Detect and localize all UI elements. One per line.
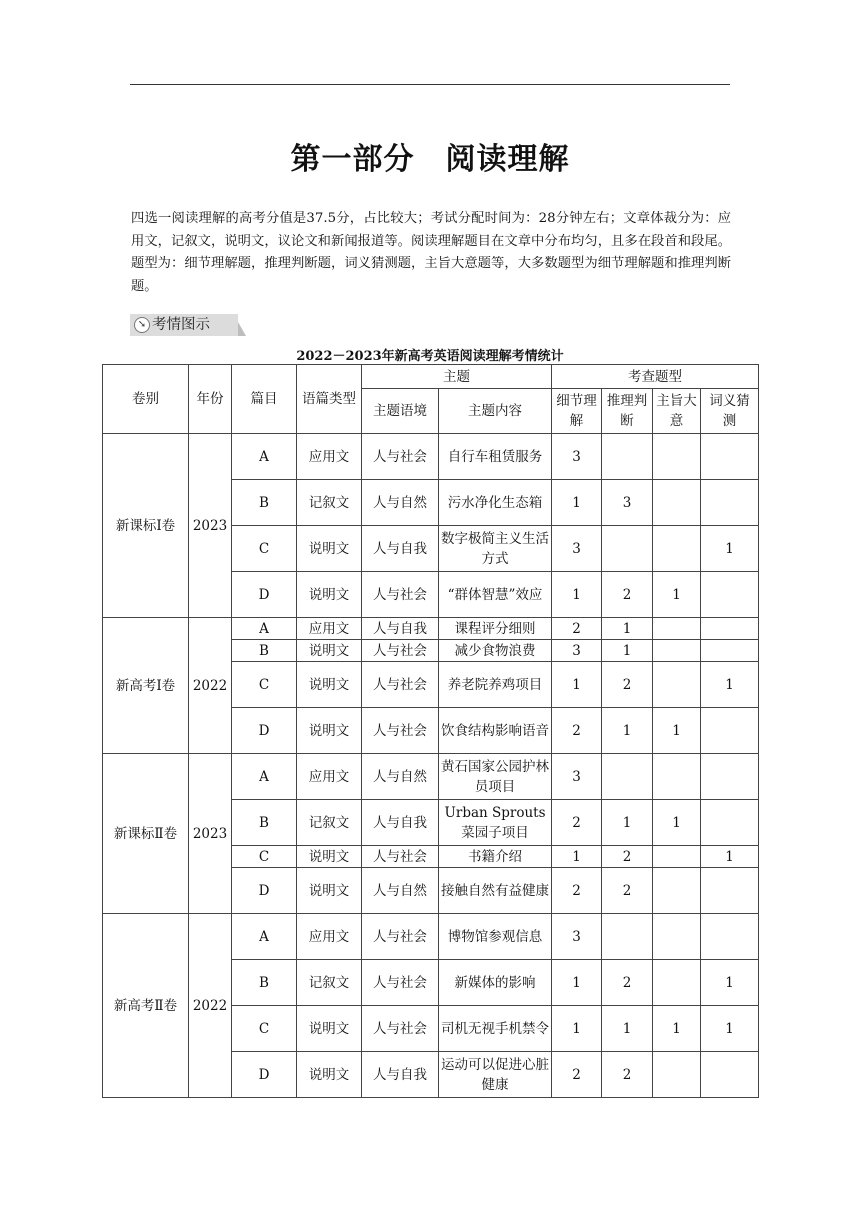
cell-content: 自行车租赁服务 [439,434,552,480]
cell-ciyi [701,572,759,618]
cell-ciyi: 1 [701,960,759,1006]
cell-content: 书籍介绍 [439,846,552,868]
page-title: 第一部分 阅读理解 [290,142,570,177]
cell-context: 人与自我 [362,1052,439,1098]
group-year: 2022 [189,618,232,754]
cell-zhuzhi [653,754,701,800]
cell-tuili: 1 [602,708,653,754]
table-caption: 2022－2023年新高考英语阅读理解考情统计 [296,349,564,364]
cell-type: 说明文 [297,868,362,914]
cell-id: A [232,754,297,800]
cell-ciyi [701,868,759,914]
cell-type: 应用文 [297,754,362,800]
cell-zhuzhi: 1 [653,800,701,846]
group-year: 2023 [189,434,232,618]
cell-zhuzhi: 1 [653,708,701,754]
cell-xijie: 3 [552,526,602,572]
cell-content: 减少食物浪费 [439,640,552,662]
header-xijie: 细节理解 [552,389,602,434]
cell-id: D [232,1052,297,1098]
cell-xijie: 2 [552,708,602,754]
cell-tuili: 2 [602,1052,653,1098]
group-year: 2022 [189,914,232,1098]
cell-content: 数字极简主义生活方式 [439,526,552,572]
cell-content: 养老院养鸡项目 [439,662,552,708]
cell-content: 博物馆参观信息 [439,914,552,960]
cell-zhuzhi [653,526,701,572]
cell-zhuzhi [653,960,701,1006]
cell-ciyi: 1 [701,1006,759,1052]
cell-id: B [232,800,297,846]
cell-xijie: 1 [552,1006,602,1052]
cell-context: 人与社会 [362,960,439,1006]
cell-ciyi [701,914,759,960]
cell-context: 人与社会 [362,1006,439,1052]
table-row [103,434,759,480]
cell-id: C [232,846,297,868]
header-zhuti-neirong: 主题内容 [439,389,552,434]
cell-content: 新媒体的影响 [439,960,552,1006]
cell-xijie: 2 [552,800,602,846]
cell-ciyi [701,640,759,662]
cell-xijie: 1 [552,960,602,1006]
cell-ciyi [701,480,759,526]
header-zhuti-yujing: 主题语境 [362,389,439,434]
header-pianmu: 篇目 [232,365,297,434]
cell-type: 应用文 [297,434,362,480]
cell-type: 应用文 [297,914,362,960]
cell-xijie: 2 [552,618,602,640]
cell-content: 污水净化生态箱 [439,480,552,526]
group-name: 新高考Ⅰ卷 [103,618,189,754]
section-badge [130,314,238,336]
cell-context: 人与社会 [362,640,439,662]
cell-type: 说明文 [297,572,362,618]
cell-tuili: 1 [602,1006,653,1052]
cell-xijie: 1 [552,846,602,868]
cell-id: D [232,708,297,754]
cell-xijie: 3 [552,754,602,800]
header-zhuzhi: 主旨大意 [653,389,701,434]
cell-tuili: 3 [602,480,653,526]
cell-zhuzhi [653,662,701,708]
header-leixing: 语篇类型 [297,365,362,434]
cell-id: D [232,868,297,914]
exam-stats-table [102,364,759,1098]
cell-ciyi: 1 [701,846,759,868]
cell-type: 应用文 [297,618,362,640]
header-tuili: 推理判断 [602,389,653,434]
cell-ciyi [701,754,759,800]
cell-zhuzhi: 1 [653,572,701,618]
header-rule [130,84,730,85]
cell-zhuzhi [653,846,701,868]
badge-label: 考情图示 [152,317,210,333]
cell-zhuzhi: 1 [653,1006,701,1052]
cell-content: 司机无视手机禁令 [439,1006,552,1052]
group-year: 2023 [189,754,232,914]
cell-ciyi [701,1052,759,1098]
cell-id: B [232,960,297,1006]
badge-tail [238,322,246,336]
cell-id: A [232,914,297,960]
cell-context: 人与自然 [362,480,439,526]
cell-type: 记叙文 [297,800,362,846]
cell-tuili: 1 [602,640,653,662]
header-juanbie: 卷别 [103,365,189,434]
cell-ciyi [701,708,759,754]
table-row [103,914,759,960]
cell-zhuzhi [653,914,701,960]
cell-id: D [232,572,297,618]
cell-xijie: 2 [552,868,602,914]
header-ciyi: 词义猜测 [701,389,759,434]
cell-type: 说明文 [297,708,362,754]
cell-xijie: 2 [552,1052,602,1098]
cell-tuili: 2 [602,868,653,914]
cell-id: C [232,1006,297,1052]
cell-content: 运动可以促进心脏健康 [439,1052,552,1098]
cell-context: 人与社会 [362,434,439,480]
cell-type: 说明文 [297,1052,362,1098]
cell-xijie: 1 [552,662,602,708]
cell-zhuzhi [653,1052,701,1098]
cell-zhuzhi [653,480,701,526]
cell-xijie: 3 [552,640,602,662]
cell-xijie: 1 [552,480,602,526]
cell-type: 记叙文 [297,480,362,526]
cell-xijie: 3 [552,434,602,480]
cell-tuili: 1 [602,800,653,846]
table-row [103,618,759,640]
cell-context: 人与社会 [362,708,439,754]
cell-tuili: 2 [602,572,653,618]
cell-ciyi [701,800,759,846]
cell-ciyi: 1 [701,526,759,572]
group-name: 新课标Ⅱ卷 [103,754,189,914]
cell-type: 说明文 [297,640,362,662]
cell-id: A [232,618,297,640]
cell-xijie: 3 [552,914,602,960]
cell-zhuzhi [653,618,701,640]
cell-type: 说明文 [297,662,362,708]
cell-type: 记叙文 [297,960,362,1006]
cell-tuili [602,434,653,480]
cell-tuili [602,754,653,800]
cell-ciyi: 1 [701,662,759,708]
cell-ciyi [701,434,759,480]
cell-context: 人与社会 [362,662,439,708]
cell-content: 接触自然有益健康 [439,868,552,914]
cell-ciyi [701,618,759,640]
cell-context: 人与自然 [362,754,439,800]
header-nianfen: 年份 [189,365,232,434]
header-tixing: 考查题型 [552,365,759,389]
cell-zhuzhi [653,868,701,914]
cell-type: 说明文 [297,1006,362,1052]
arrow-circle-icon: ➘ [134,317,150,333]
cell-content: Urban Sprouts菜园子项目 [439,800,552,846]
header-zhuti: 主题 [362,365,552,389]
cell-id: B [232,480,297,526]
cell-tuili [602,526,653,572]
cell-content: 课程评分细则 [439,618,552,640]
cell-context: 人与社会 [362,572,439,618]
table-row [103,754,759,800]
cell-tuili: 2 [602,846,653,868]
cell-zhuzhi [653,640,701,662]
intro-paragraph: 四选一阅读理解的高考分值是37.5分，占比较大；考试分配时间为：28分钟左右；文章体裁分为：应用文，记叙文，说明文，议论文和新闻报道等。阅读理解题目在文章中分布均匀，且多在段首和段尾。题型为：细节理解题，推理判断题，词义猜测题，主旨大意题等，大多数题型为细节理解题和推理判断题。 [131,211,731,294]
cell-content: “群体智慧”效应 [439,572,552,618]
cell-type: 说明文 [297,526,362,572]
cell-context: 人与自然 [362,868,439,914]
cell-context: 人与自我 [362,618,439,640]
cell-type: 说明文 [297,846,362,868]
cell-zhuzhi [653,434,701,480]
cell-id: C [232,526,297,572]
cell-context: 人与社会 [362,846,439,868]
cell-content: 黄石国家公园护林员项目 [439,754,552,800]
cell-content: 饮食结构影响语音 [439,708,552,754]
cell-tuili: 2 [602,662,653,708]
group-name: 新课标Ⅰ卷 [103,434,189,618]
cell-context: 人与自我 [362,526,439,572]
group-name: 新高考Ⅱ卷 [103,914,189,1098]
cell-context: 人与社会 [362,914,439,960]
cell-id: A [232,434,297,480]
cell-id: B [232,640,297,662]
cell-xijie: 1 [552,572,602,618]
cell-tuili [602,914,653,960]
cell-tuili: 2 [602,960,653,1006]
cell-context: 人与自我 [362,800,439,846]
cell-id: C [232,662,297,708]
cell-tuili: 1 [602,618,653,640]
